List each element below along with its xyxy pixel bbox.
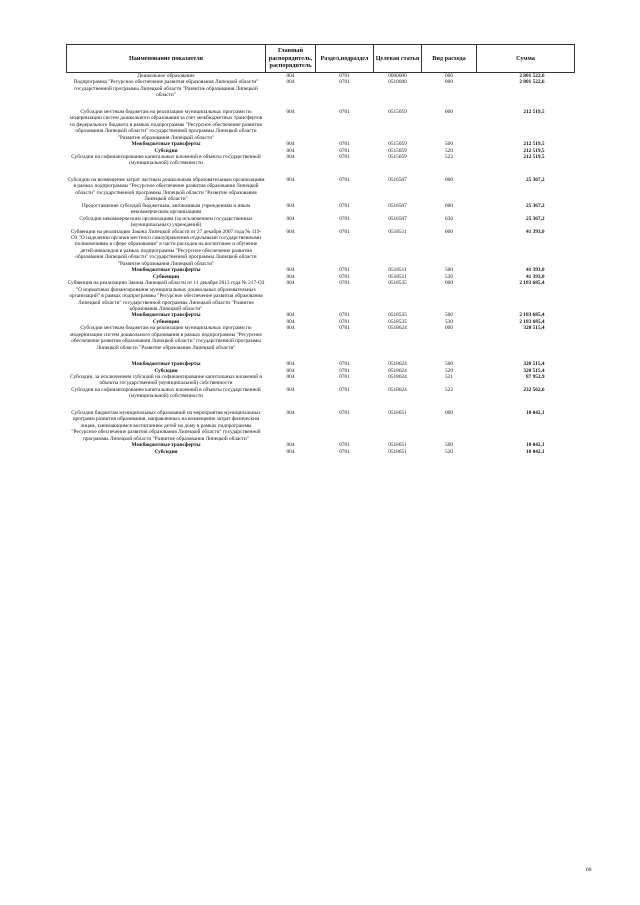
cell-name: Субвенции на реализацию Закона Липецкой области от 27 декабря 2007 года № 119-ОЗ "О наделении органов местного самоуправления отдельными государственными полномочиями в сфере образования" в части расходов на воспитание и обучение детей-инвалидов в рамках подпрограммы "Ресурсное обеспечение развития образования Липецкой области" государственной программы Липецкой области "Развитие образования Липецкой области" [70, 228, 262, 267]
cell-name: Субсидии некоммерческим организациям (за исключением государственных (муниципальных) учреждений) [79, 215, 253, 229]
cell-name: Субвенции [152, 318, 180, 325]
header-article: Целевая статья [374, 45, 422, 73]
cell-expense: 600 [445, 202, 453, 209]
cell-sum: 10 042,1 [525, 442, 545, 449]
cell-sum: 25 367,2 [525, 176, 545, 183]
cell-admin: 004 [286, 448, 295, 455]
cell-admin: 004 [286, 79, 295, 86]
cell-section: 0701 [339, 273, 350, 280]
cell-expense: 521 [445, 374, 453, 381]
cell-expense: 520 [445, 147, 453, 154]
cell-section: 0701 [339, 374, 350, 381]
cell-section: 0701 [339, 147, 350, 154]
header-sum: Сумма [477, 45, 575, 73]
table-row [67, 229, 575, 268]
cell-article: 0518511 [388, 228, 407, 235]
header-admin: Главный распорядитель, распорядитель [266, 45, 316, 73]
cell-admin: 004 [286, 267, 295, 274]
cell-admin: 004 [286, 312, 295, 319]
header-name: Наименование показателя [67, 45, 266, 73]
cell-sum: 212 519,5 [523, 141, 545, 148]
cell-article: 0000000 [388, 73, 407, 79]
cell-expense: 500 [445, 442, 453, 449]
cell-name: Субсидии [154, 147, 178, 154]
cell-name: Межбюджетные трансферты [131, 141, 201, 148]
cell-article: 0516507 [388, 176, 407, 183]
cell-admin: 004 [286, 176, 295, 183]
table-header-row [67, 45, 575, 73]
cell-admin: 004 [286, 280, 295, 287]
cell-section: 0701 [339, 73, 350, 79]
cell-admin: 004 [286, 409, 295, 416]
cell-expense: 000 [445, 409, 453, 416]
table-row [67, 449, 575, 455]
table-row [67, 99, 575, 141]
cell-sum: 2 801 522,6 [519, 73, 545, 79]
cell-admin: 004 [286, 318, 295, 325]
cell-name: Субсидии бюджетам муниципальных образований на мероприятия муниципальных программ развития образования, направленных на возмещение затрат физическим лицам, занимающимся воспитанием детей на дому в рамках подпрограммы "Ресурсное обеспечение развития образования Липецкой области" государственной программы Липецкой области "Развитие образования Липецкой области" [71, 409, 261, 442]
cell-article: 0515059 [388, 147, 407, 154]
cell-sum: 41 393,0 [525, 267, 545, 274]
cell-expense: 000 [445, 108, 453, 115]
cell-section: 0701 [339, 367, 350, 374]
cell-expense: 500 [445, 361, 453, 368]
cell-section: 0701 [339, 176, 350, 183]
cell-expense: 000 [445, 73, 453, 79]
cell-section: 0701 [339, 228, 350, 235]
cell-sum: 10 042,1 [525, 409, 545, 416]
cell-admin: 004 [286, 325, 295, 332]
cell-section: 0701 [339, 267, 350, 274]
cell-sum: 212 519,5 [523, 108, 545, 115]
table-row [67, 154, 575, 167]
cell-article: 0518535 [388, 318, 407, 325]
cell-expense: 500 [445, 312, 453, 319]
cell-name: Межбюджетные трансферты [131, 267, 201, 274]
cell-section: 0701 [339, 448, 350, 455]
cell-section: 0701 [339, 108, 350, 115]
cell-name: Субвенция на реализацию Закона Липецкой области от 11 декабря 2013 года № 217-ОЗ "О нормативах финансирования муниципальных дошкольных образовательных организаций" в рамках подпрограммы "Ресурсное обеспечение развития образования Липецкой области" государственной программы Липецкой области "Развитие образования Липецкой области" [67, 280, 265, 312]
cell-admin: 004 [286, 153, 295, 160]
cell-article: 0515059 [388, 141, 407, 148]
cell-name: Межбюджетные трансферты [131, 442, 201, 449]
cell-name: Субсидии местным бюджетам на реализацию муниципальных программ по модернизации систем дошкольного образования в рамках подпрограммы "Ресурсное обеспечение развития образования Липецкой области" государственной программы Липецкой области "Развитие образования Липецкой области" [70, 325, 262, 351]
cell-name: Предоставление субсидий бюджетным, автономным учреждениям и иным некоммерческим организациям [81, 202, 251, 216]
cell-sum: 2 183 685,4 [519, 280, 545, 287]
cell-sum: 87 952,9 [525, 374, 545, 381]
cell-article: 0518535 [388, 280, 407, 287]
table-row [67, 400, 575, 442]
cell-article: 0518511 [388, 273, 407, 280]
cell-article: 0516507 [388, 215, 407, 222]
cell-name: Субсидии [154, 448, 178, 455]
table-row [67, 387, 575, 400]
cell-article: 0510000 [388, 79, 407, 86]
cell-admin: 004 [286, 215, 295, 222]
cell-name: Субсидии [154, 367, 178, 374]
cell-expense: 530 [445, 273, 453, 280]
cell-expense: 522 [445, 153, 453, 160]
cell-article: 0518624 [388, 374, 407, 381]
cell-article: 0518511 [388, 267, 407, 274]
cell-sum: 320 515,4 [523, 325, 545, 332]
cell-expense: 000 [445, 79, 453, 86]
cell-section: 0701 [339, 215, 350, 222]
cell-article: 0518535 [388, 312, 407, 319]
cell-sum: 41 393,0 [525, 228, 545, 235]
cell-article: 0515059 [388, 108, 407, 115]
cell-article: 0516507 [388, 202, 407, 209]
table-row [67, 280, 575, 312]
table-body [67, 73, 575, 456]
cell-admin: 004 [286, 367, 295, 374]
cell-sum: 2 183 685,4 [519, 312, 545, 319]
budget-table [66, 44, 575, 455]
cell-sum: 212 519,5 [523, 147, 545, 154]
cell-name: Субсидии местным бюджетам на реализацию муниципальных программ по модернизации систем дошкольного образования за счет межбюджетных трансфертов из федерального бюджета в рамках подпрограммы "Ресурсное обеспечение развития образования Липецкой области" государственной программы Липецкой области "Развитие образования Липецкой области" [69, 108, 263, 141]
table-row [67, 325, 575, 351]
header-section: Раздел,подраздел [316, 45, 374, 73]
cell-expense: 520 [445, 448, 453, 455]
cell-name: Субсидии на софинансирование капитальных вложений в объекты государственной (муниципальной) собственности [71, 153, 261, 167]
cell-sum: 41 393,0 [525, 273, 545, 280]
cell-admin: 004 [286, 374, 295, 381]
table-row [67, 203, 575, 216]
cell-section: 0701 [339, 280, 350, 287]
cell-section: 0701 [339, 386, 350, 393]
cell-name: Субсидии, за исключением субсидий на софинансирование капитальных вложений в объекты государственной (муниципальной) собственности [70, 374, 262, 387]
cell-section: 0701 [339, 141, 350, 148]
cell-name: Субсидии на возмещение затрат частным дошкольным образовательным организациям в рамках подпрограммы "Ресурсное обеспечение развития образования Липецкой области" государственной программы Липецкой области "Развитие образования Липецкой области" [67, 176, 265, 203]
cell-article: 0518624 [388, 325, 407, 332]
cell-admin: 004 [286, 73, 295, 79]
header-expense: Вид расхода [422, 45, 477, 73]
cell-admin: 004 [286, 108, 295, 115]
cell-expense: 000 [445, 280, 453, 287]
cell-name: Межбюджетные трансферты [131, 312, 201, 319]
budget-table-sheet [66, 44, 574, 455]
page-number: 60 [586, 867, 592, 873]
cell-article: 0518651 [388, 409, 407, 416]
table-row [67, 351, 575, 367]
cell-admin: 004 [286, 386, 295, 393]
cell-name: Межбюджетные трансферты [131, 361, 201, 368]
cell-sum: 232 562,6 [523, 386, 545, 393]
cell-section: 0701 [339, 325, 350, 332]
cell-sum: 2 801 522,6 [519, 79, 545, 86]
cell-article: 0518624 [388, 361, 407, 368]
cell-section: 0701 [339, 361, 350, 368]
cell-expense: 630 [445, 215, 453, 222]
cell-sum: 212 519,5 [523, 153, 545, 160]
cell-expense: 000 [445, 228, 453, 235]
cell-admin: 004 [286, 273, 295, 280]
cell-admin: 004 [286, 442, 295, 449]
cell-admin: 004 [286, 202, 295, 209]
cell-expense: 000 [445, 176, 453, 183]
cell-name: Дошкольное образование [137, 73, 195, 79]
cell-expense: 500 [445, 267, 453, 274]
cell-name: Субсидии на софинансирование капитальных вложений в объекты государственной (муниципальной) собственности [71, 386, 261, 400]
cell-section: 0701 [339, 409, 350, 416]
table-row [67, 79, 575, 98]
cell-sum: 320 515,4 [523, 361, 545, 368]
cell-expense: 520 [445, 367, 453, 374]
cell-sum: 2 183 685,4 [519, 318, 545, 325]
cell-article: 0518624 [388, 386, 407, 393]
cell-sum: 320 515,4 [523, 367, 545, 374]
cell-expense: 530 [445, 318, 453, 325]
cell-article: 0518651 [388, 448, 407, 455]
cell-article: 0518651 [388, 442, 407, 449]
table-row [67, 167, 575, 203]
cell-name: Субвенции [152, 273, 180, 280]
cell-admin: 004 [286, 228, 295, 235]
cell-section: 0701 [339, 202, 350, 209]
table-row [67, 216, 575, 229]
cell-section: 0701 [339, 79, 350, 86]
cell-admin: 004 [286, 361, 295, 368]
cell-expense: 522 [445, 386, 453, 393]
cell-section: 0701 [339, 312, 350, 319]
table-row [67, 374, 575, 387]
cell-admin: 004 [286, 141, 295, 148]
cell-section: 0701 [339, 153, 350, 160]
cell-name: Подпрограмма "Ресурсное обеспечение развития образования Липецкой области" государственной программы Липецкой области "Развитие образования Липецкой области" [73, 79, 259, 99]
cell-section: 0701 [339, 318, 350, 325]
cell-article: 0518624 [388, 367, 407, 374]
cell-admin: 004 [286, 147, 295, 154]
cell-section: 0701 [339, 442, 350, 449]
cell-article: 0515059 [388, 153, 407, 160]
cell-expense: 000 [445, 325, 453, 332]
cell-sum: 25 367,2 [525, 215, 545, 222]
cell-sum: 10 042,1 [525, 448, 545, 455]
cell-expense: 500 [445, 141, 453, 148]
cell-sum: 25 367,2 [525, 202, 545, 209]
